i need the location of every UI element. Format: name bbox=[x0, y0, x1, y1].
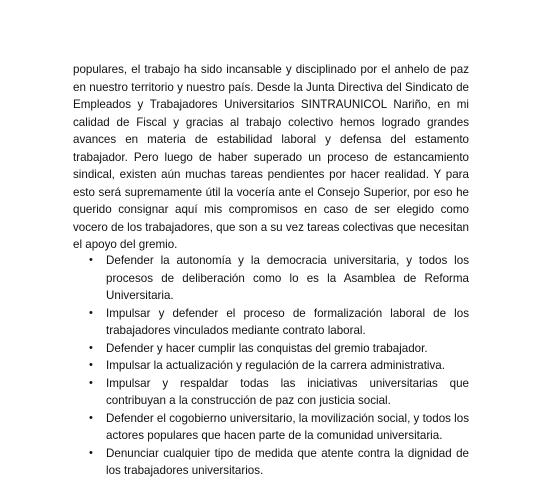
bullet-icon: • bbox=[89, 446, 93, 459]
list-item-text: Impulsar y defender el proceso de formalización laboral de los trabajadores vinculados mediante contrato laboral. bbox=[106, 306, 469, 337]
list-item bbox=[89, 340, 469, 358]
body-paragraph: populares, el trabajo ha sido incansable y disciplinado por el anhelo de paz en nuestro territorio y nuestro país. Desde la Junta Directiva del Sindicato de Empleados y Trabajadores Universitarios SINTRAUNICOL Nariño, en mi calidad de Fiscal y gracias al trabajo colectivo hemos logrado grandes avances en materia de estabilidad laboral y defensa del estamento trabajador. Pero luego de haber superado un proceso de estancamiento sindical, existen aún muchas tareas pendientes por hacer realidad. Y para esto será supremamente útil la vocería ante el Consejo Superior, por eso he querido consignar aquí mis compromisos en caso de ser elegido como vocero de los trabajadores, que son a su vez tareas colectivas que necesitan el apoyo del gremio. bbox=[73, 63, 469, 251]
bullet-icon: • bbox=[89, 376, 93, 389]
list-item bbox=[89, 357, 469, 375]
list-item-text: Defender la autonomía y la democracia universitaria, y todos los procesos de deliberación como lo es la Asamblea de Reforma Universitaria. bbox=[106, 254, 469, 302]
list-item bbox=[89, 445, 469, 480]
list-item-text: Defender y hacer cumplir las conquistas del gremio trabajador. bbox=[106, 341, 428, 355]
bullet-icon: • bbox=[89, 254, 93, 266]
list-item bbox=[89, 375, 469, 410]
list-item-text: Impulsar la actualización y regulación de la carrera administrativa. bbox=[106, 359, 445, 372]
bullet-icon: • bbox=[89, 359, 93, 371]
list-item-text: Defender el cogobierno universitario, la movilización social, y todos los actores populares que hacen parte de la comunidad universitaria. bbox=[106, 411, 469, 442]
list-item-text: Denunciar cualquier tipo de medida que atente contra la dignidad de los trabajadores universitarios. bbox=[106, 446, 469, 477]
list-item bbox=[89, 252, 469, 305]
list-item bbox=[89, 410, 469, 445]
list-item-text: Impulsar y respaldar todas las iniciativas universitarias que contribuyan a la construcción de paz con justicia social. bbox=[106, 376, 469, 407]
list-item bbox=[89, 305, 469, 340]
bullet-icon: • bbox=[89, 306, 93, 319]
bullet-icon: • bbox=[89, 411, 93, 424]
bullet-icon: • bbox=[89, 341, 93, 354]
commitments-list bbox=[89, 252, 469, 480]
